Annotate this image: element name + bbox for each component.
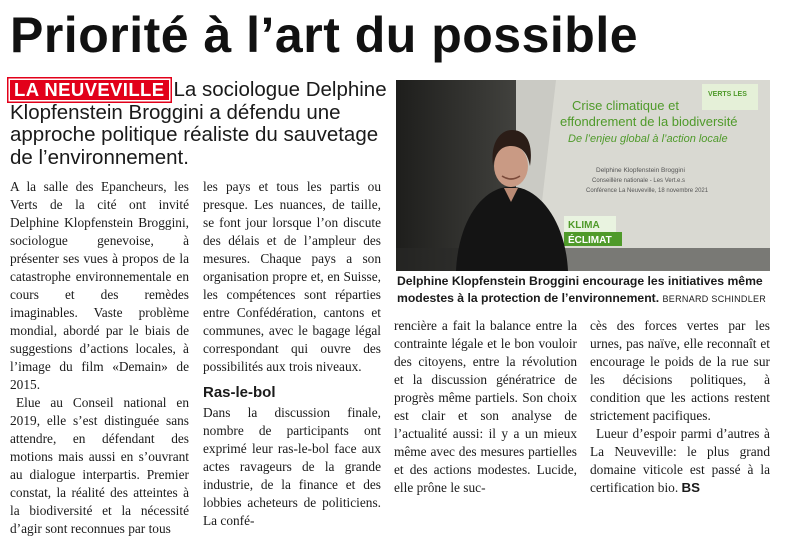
paragraph: Dans la discussion finale, nombre de participants ont exprimé leur ras-le-bol face aux actes ravageurs de la grande industrie, de la finance et des lobbies acheteurs de politiciens. La confé-	[203, 405, 381, 528]
kicker-badge: LA NEUVEVILLE	[10, 80, 169, 100]
article-column-4	[590, 317, 770, 497]
speaker-face	[494, 145, 528, 187]
foreground-shadow	[396, 248, 770, 271]
paragraph: Elue au Conseil national en 2019, elle s’est distinguée sans attendre, en défendant des motions mais aussi en s’ouvrant au dialogue interpartis. Premier constat, la réalité des atteintes à la biodiversité et la nécessité d’agir sont reconnues par tous	[10, 395, 189, 536]
subheading: Ras-le-bol	[203, 384, 276, 401]
slide-speaker-role: Conseillère nationale - Les Vert.e.s	[592, 178, 686, 184]
slide-speaker: Delphine Klopfenstein Broggini	[596, 167, 685, 174]
photo-illustration	[396, 80, 770, 271]
article-column-2	[203, 178, 381, 530]
slide-event: Conférence La Neuveville, 18 novembre 2021	[586, 188, 709, 194]
article-column-3	[394, 317, 577, 497]
slide-title-line-2: effondrement de la biodiversité	[560, 114, 738, 129]
paragraph: rencière a fait la balance entre la contrainte légale et le bon vouloir des citoyens, entre la révolution et la discussion génératrice de progrès même partiels. Son choix est clair et son analyse de l’actualité aussi: il y a un mieux même avec des mesures partielles et des actions modestes. Lucide, elle prône le suc-	[394, 318, 577, 495]
slide-logo: VERTS LES	[708, 91, 747, 98]
lead-paragraph	[10, 79, 390, 169]
slide-badge-top: KLIMA	[568, 220, 600, 231]
author-signature: BS	[681, 480, 701, 495]
slide-badge-bottom: ÉCLIMAT	[568, 235, 612, 246]
lead-text: La sociologue Delphine Klopfenstein Broggini a défendu une approche politique réaliste du sauvetage de l’environnement.	[10, 78, 387, 169]
photo-credit: BERNARD SCHINDLER	[662, 293, 767, 304]
caption-text: Delphine Klopfenstein Broggini encourage les initiatives même modestes à la protection de l’environnement.	[397, 274, 763, 305]
paragraph-text: Lueur d’espoir parmi d’autres à La Neuveville: le plus grand domaine viticole est passé à la certification bio.	[590, 426, 770, 495]
paragraph: A la salle des Epancheurs, les Verts de la cité ont invité Delphine Klopfenstein Broggini, sociologue genevoise, à présenter ses vues à propos de la catastrophe environnementale en cours et des remèdes imaginables. Vaste problème mondial, abordé par le biais de suggestions d’actions locales, à l’image du film «Demain» de 2015.	[10, 179, 189, 392]
photo-caption	[397, 273, 777, 307]
paragraph: cès des forces vertes par les urnes, pas naïve, elle reconnaît et encourage le poids de la rue sur les décisions politiques, à condition que les actions restent strictement pacifiques.	[590, 318, 770, 423]
article-photo	[396, 80, 770, 271]
article-column-1	[10, 178, 189, 538]
paragraph: les pays et tous les partis ou presque. Les nuances, de taille, se font jour lorsque l’on discute des délais et de l’ampleur des mesures. Chaque pays a son organisation propre et, en Suisse, les compétences sont réparties entre Confédération, cantons et communes, avec le bagage légal correspondant qui ouvre des possibilités aux trois niveaux.	[203, 179, 381, 374]
slide-subtitle: De l’enjeu global à l’action locale	[568, 133, 728, 145]
paragraph	[590, 425, 770, 497]
slide-title-line-1: Crise climatique et	[572, 98, 679, 113]
headline: Priorité à l’art du possible	[10, 7, 639, 63]
